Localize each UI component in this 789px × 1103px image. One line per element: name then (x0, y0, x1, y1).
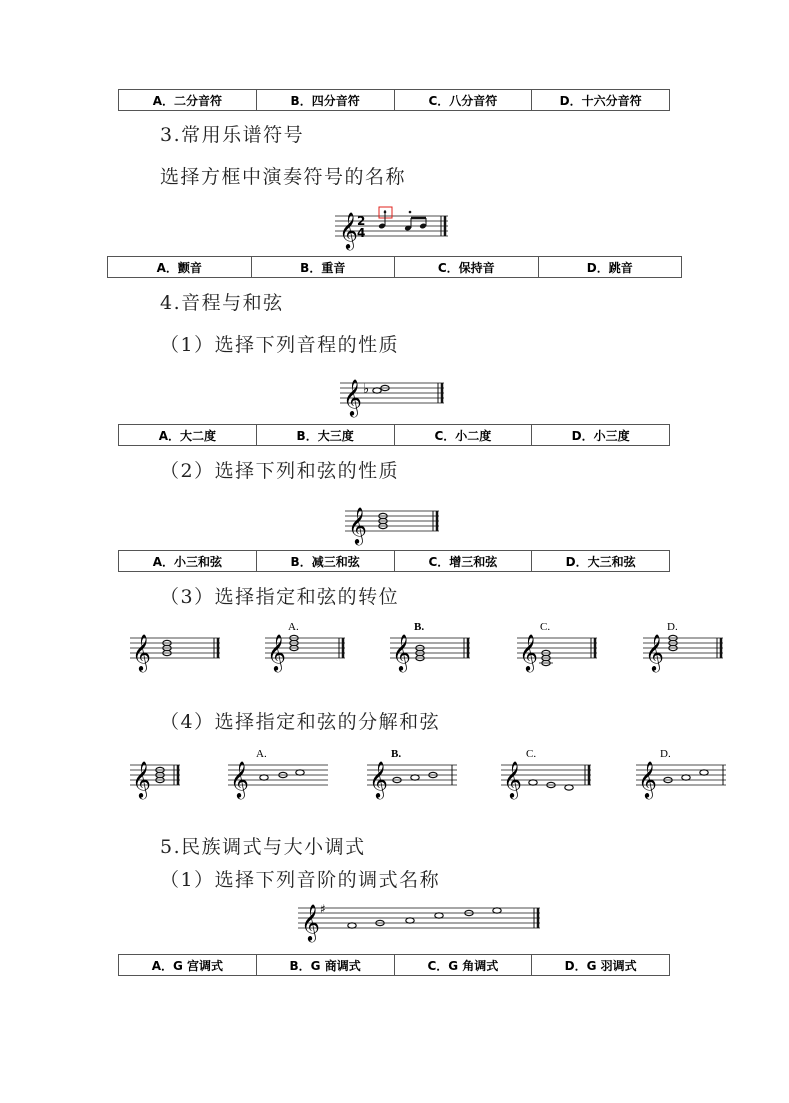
whole-note (348, 923, 356, 928)
option-label: B. (391, 748, 402, 760)
treble-clef-icon: 𝄞 (348, 506, 367, 544)
option-label: A. (256, 748, 267, 760)
whole-note (682, 775, 690, 780)
whole-note (411, 775, 419, 780)
option-a[interactable]: A．二分音符 (119, 90, 257, 111)
option-b[interactable]: B．G 商调式 (256, 955, 394, 976)
section-5-heading: 5.民族调式与大小调式 (160, 836, 366, 858)
option-d[interactable]: D．大三和弦 (532, 551, 670, 572)
option-c[interactable]: C．小二度 (394, 425, 532, 446)
interval-options (118, 424, 670, 446)
arpeggio-option-c[interactable] (501, 747, 596, 797)
inversion-option-d[interactable] (643, 620, 728, 670)
option-b[interactable]: B．大三度 (256, 425, 394, 446)
staff-lines (298, 908, 540, 928)
whole-note (565, 785, 573, 790)
option-label: A. (288, 621, 299, 633)
inversion-given-staff (130, 620, 225, 670)
option-a[interactable]: A．颤音 (108, 257, 252, 278)
arpeggio-option-b[interactable] (367, 747, 462, 797)
treble-clef-icon: 𝄞 (339, 211, 358, 249)
section-3-heading: 3.常用乐谱符号 (160, 124, 305, 146)
option-label: C. (526, 748, 537, 760)
whole-note (373, 388, 381, 393)
option-a[interactable]: A．G 宫调式 (119, 955, 257, 976)
inversion-prompt: （3）选择指定和弦的转位 (160, 586, 400, 608)
treble-clef-icon: 𝄞 (301, 903, 320, 941)
interval-prompt: （1）选择下列音程的性质 (160, 334, 400, 356)
staccato-dot-2 (409, 211, 412, 214)
option-label: D. (667, 621, 678, 633)
option-b[interactable]: B．重音 (251, 257, 395, 278)
treble-clef-icon: 𝄞 (132, 760, 151, 798)
treble-clef-icon: 𝄞 (519, 633, 538, 671)
option-b[interactable]: B．四分音符 (256, 90, 394, 111)
arpeggio-option-d[interactable] (636, 747, 731, 797)
articulation-options (107, 256, 682, 278)
time-signature-top: 2 (357, 214, 366, 228)
treble-clef-icon: 𝄞 (645, 633, 664, 671)
scale-prompt: （1）选择下列音阶的调式名称 (160, 869, 441, 891)
chord-quality-prompt: （2）选择下列和弦的性质 (160, 460, 400, 482)
option-label: C. (540, 621, 551, 633)
inversion-option-a[interactable] (265, 620, 350, 670)
interval-staff (340, 370, 450, 418)
symbol-prompt: 选择方框中演奏符号的名称 (160, 166, 407, 188)
option-label: D. (660, 748, 671, 760)
option-a[interactable]: A．小三和弦 (119, 551, 257, 572)
option-c[interactable]: C．G 角调式 (394, 955, 532, 976)
mode-options (118, 954, 670, 976)
key-signature-sharp: ♯ (320, 902, 326, 916)
treble-clef-icon: 𝄞 (132, 633, 151, 671)
arpeggio-given-staff (130, 747, 185, 797)
option-c[interactable]: C．八分音符 (394, 90, 532, 111)
note-value-options (118, 89, 670, 111)
option-d[interactable]: D．小三度 (532, 425, 670, 446)
arpeggio-option-a[interactable] (228, 747, 333, 797)
whole-note (406, 918, 414, 923)
inversion-option-b[interactable] (390, 620, 475, 670)
arpeggio-prompt: （4）选择指定和弦的分解和弦 (160, 711, 441, 733)
option-d[interactable]: D．跳音 (538, 257, 682, 278)
scale-staff (298, 895, 548, 947)
whole-note (435, 913, 443, 918)
option-a[interactable]: A．大二度 (119, 425, 257, 446)
option-label: B. (414, 621, 425, 633)
option-d[interactable]: D．十六分音符 (532, 90, 670, 111)
option-c[interactable]: C．增三和弦 (394, 551, 532, 572)
treble-clef-icon: 𝄞 (343, 378, 362, 416)
time-signature-bottom: 4 (357, 226, 366, 240)
whole-note (700, 770, 708, 775)
section-4-heading: 4.音程与和弦 (160, 292, 284, 314)
whole-note (296, 770, 304, 775)
articulation-staff (335, 200, 455, 252)
chord-quality-options (118, 550, 670, 572)
treble-clef-icon: 𝄞 (267, 633, 286, 671)
treble-clef-icon: 𝄞 (638, 760, 657, 798)
flat-sign: ♭ (363, 382, 370, 397)
treble-clef-icon: 𝄞 (369, 760, 388, 798)
chord-staff (345, 498, 445, 546)
inversion-option-c[interactable] (517, 620, 602, 670)
treble-clef-icon: 𝄞 (503, 760, 522, 798)
whole-note (529, 780, 537, 785)
treble-clef-icon: 𝄞 (392, 633, 411, 671)
option-d[interactable]: D．G 羽调式 (532, 955, 670, 976)
whole-note (493, 908, 501, 913)
option-b[interactable]: B．减三和弦 (256, 551, 394, 572)
option-c[interactable]: C．保持音 (395, 257, 539, 278)
treble-clef-icon: 𝄞 (230, 760, 249, 798)
whole-note (260, 775, 268, 780)
